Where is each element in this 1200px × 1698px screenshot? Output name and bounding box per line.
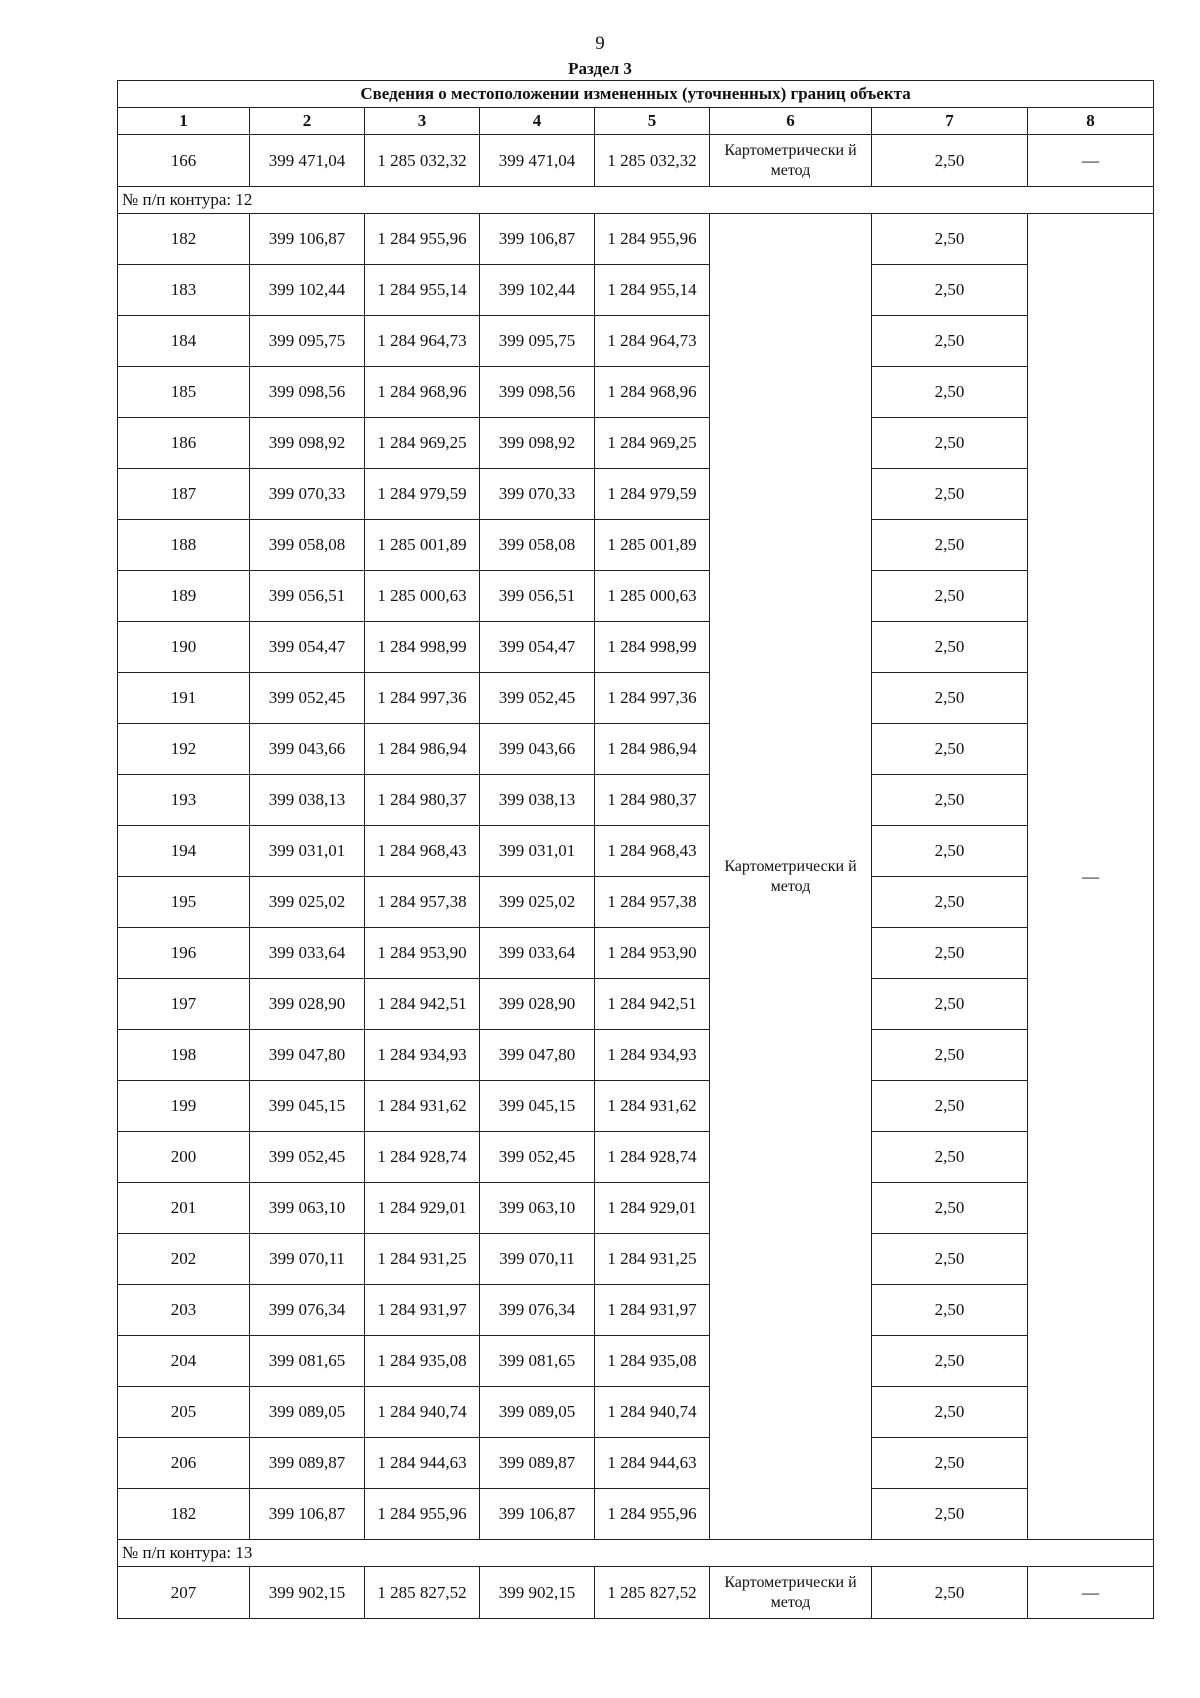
y-new-cell: 1 284 986,94 (595, 724, 710, 775)
y-new-cell: 1 284 953,90 (595, 928, 710, 979)
point-number-cell: 194 (118, 826, 250, 877)
x-old-cell: 399 471,04 (250, 135, 365, 187)
y-old-cell: 1 284 942,51 (365, 979, 480, 1030)
table-row (118, 979, 1154, 1030)
precision-cell: 2,50 (872, 1489, 1028, 1540)
y-new-cell: 1 284 979,59 (595, 469, 710, 520)
table-row (118, 622, 1154, 673)
x-old-cell: 399 056,51 (250, 571, 365, 622)
x-old-cell: 399 076,34 (250, 1285, 365, 1336)
y-old-cell: 1 285 001,89 (365, 520, 480, 571)
point-number-cell: 190 (118, 622, 250, 673)
y-old-cell: 1 284 980,37 (365, 775, 480, 826)
table-row (118, 928, 1154, 979)
x-old-cell: 399 028,90 (250, 979, 365, 1030)
table-row (118, 1489, 1154, 1540)
point-number-cell: 202 (118, 1234, 250, 1285)
table-row (118, 367, 1154, 418)
point-number-cell: 200 (118, 1132, 250, 1183)
y-new-cell: 1 284 934,93 (595, 1030, 710, 1081)
y-new-cell: 1 284 944,63 (595, 1438, 710, 1489)
point-number-cell: 189 (118, 571, 250, 622)
x-new-cell: 399 052,45 (480, 1132, 595, 1183)
method-cell: Картометрически й метод (710, 135, 872, 187)
table-row (118, 135, 1154, 187)
point-number-cell: 182 (118, 214, 250, 265)
table-row (118, 571, 1154, 622)
x-old-cell: 399 025,02 (250, 877, 365, 928)
precision-cell: 2,50 (872, 520, 1028, 571)
y-old-cell: 1 284 928,74 (365, 1132, 480, 1183)
x-old-cell: 399 052,45 (250, 1132, 365, 1183)
y-new-cell: 1 285 827,52 (595, 1567, 710, 1619)
x-new-cell: 399 025,02 (480, 877, 595, 928)
precision-cell: 2,50 (872, 265, 1028, 316)
x-new-cell: 399 054,47 (480, 622, 595, 673)
y-old-cell: 1 284 997,36 (365, 673, 480, 724)
precision-cell: 2,50 (872, 1081, 1028, 1132)
precision-cell: 2,50 (872, 571, 1028, 622)
x-new-cell: 399 063,10 (480, 1183, 595, 1234)
table-body (118, 135, 1154, 1619)
y-new-cell: 1 285 001,89 (595, 520, 710, 571)
x-old-cell: 399 063,10 (250, 1183, 365, 1234)
x-new-cell: 399 058,08 (480, 520, 595, 571)
x-old-cell: 399 098,92 (250, 418, 365, 469)
column-header: 1 (118, 108, 250, 135)
point-number-cell: 207 (118, 1567, 250, 1619)
y-new-cell: 1 284 931,25 (595, 1234, 710, 1285)
point-number-cell: 197 (118, 979, 250, 1030)
y-new-cell: 1 285 000,63 (595, 571, 710, 622)
precision-cell: 2,50 (872, 775, 1028, 826)
precision-cell: 2,50 (872, 1183, 1028, 1234)
table-row (118, 775, 1154, 826)
precision-cell: 2,50 (872, 1567, 1028, 1619)
x-new-cell: 399 106,87 (480, 1489, 595, 1540)
point-number-cell: 184 (118, 316, 250, 367)
x-old-cell: 399 052,45 (250, 673, 365, 724)
y-old-cell: 1 284 931,25 (365, 1234, 480, 1285)
y-old-cell: 1 284 957,38 (365, 877, 480, 928)
x-old-cell: 399 102,44 (250, 265, 365, 316)
dash-cell: — (1028, 1567, 1154, 1619)
x-new-cell: 399 089,05 (480, 1387, 595, 1438)
y-new-cell: 1 284 997,36 (595, 673, 710, 724)
table-row (118, 1438, 1154, 1489)
x-new-cell: 399 098,92 (480, 418, 595, 469)
x-new-cell: 399 095,75 (480, 316, 595, 367)
precision-cell: 2,50 (872, 826, 1028, 877)
precision-cell: 2,50 (872, 1438, 1028, 1489)
precision-cell: 2,50 (872, 877, 1028, 928)
column-header: 3 (365, 108, 480, 135)
x-new-cell: 399 089,87 (480, 1438, 595, 1489)
x-new-cell: 399 031,01 (480, 826, 595, 877)
point-number-cell: 195 (118, 877, 250, 928)
x-new-cell: 399 070,11 (480, 1234, 595, 1285)
x-old-cell: 399 031,01 (250, 826, 365, 877)
x-old-cell: 399 033,64 (250, 928, 365, 979)
table-row (118, 826, 1154, 877)
x-new-cell: 399 043,66 (480, 724, 595, 775)
x-new-cell: 399 098,56 (480, 367, 595, 418)
point-number-cell: 204 (118, 1336, 250, 1387)
y-new-cell: 1 284 964,73 (595, 316, 710, 367)
x-old-cell: 399 095,75 (250, 316, 365, 367)
y-old-cell: 1 284 940,74 (365, 1387, 480, 1438)
x-new-cell: 399 045,15 (480, 1081, 595, 1132)
x-new-cell: 399 028,90 (480, 979, 595, 1030)
table-row (118, 214, 1154, 265)
y-new-cell: 1 284 942,51 (595, 979, 710, 1030)
y-new-cell: 1 284 980,37 (595, 775, 710, 826)
precision-cell: 2,50 (872, 673, 1028, 724)
page-number: 9 (595, 33, 605, 54)
table-row (118, 469, 1154, 520)
y-old-cell: 1 284 998,99 (365, 622, 480, 673)
precision-cell: 2,50 (872, 367, 1028, 418)
y-new-cell: 1 284 928,74 (595, 1132, 710, 1183)
x-old-cell: 399 043,66 (250, 724, 365, 775)
table-row (118, 1081, 1154, 1132)
table-row (118, 1567, 1154, 1619)
y-old-cell: 1 285 827,52 (365, 1567, 480, 1619)
y-new-cell: 1 284 955,96 (595, 214, 710, 265)
y-new-cell: 1 284 968,43 (595, 826, 710, 877)
table-row (118, 520, 1154, 571)
point-number-cell: 206 (118, 1438, 250, 1489)
x-new-cell: 399 102,44 (480, 265, 595, 316)
y-old-cell: 1 284 944,63 (365, 1438, 480, 1489)
point-number-cell: 199 (118, 1081, 250, 1132)
x-new-cell: 399 106,87 (480, 214, 595, 265)
y-old-cell: 1 284 986,94 (365, 724, 480, 775)
contour-label: № п/п контура: 12 (118, 187, 1154, 214)
y-new-cell: 1 284 931,62 (595, 1081, 710, 1132)
x-new-cell: 399 902,15 (480, 1567, 595, 1619)
table-row (118, 1387, 1154, 1438)
column-header: 8 (1028, 108, 1154, 135)
y-old-cell: 1 284 929,01 (365, 1183, 480, 1234)
column-header: 6 (710, 108, 872, 135)
precision-cell: 2,50 (872, 979, 1028, 1030)
method-cell: Картометрически й метод (710, 214, 872, 1540)
point-number-cell: 187 (118, 469, 250, 520)
precision-cell: 2,50 (872, 135, 1028, 187)
point-number-cell: 191 (118, 673, 250, 724)
x-new-cell: 399 070,33 (480, 469, 595, 520)
y-old-cell: 1 284 935,08 (365, 1336, 480, 1387)
dash-cell: — (1028, 135, 1154, 187)
boundary-table (117, 80, 1154, 1619)
y-new-cell: 1 284 955,96 (595, 1489, 710, 1540)
column-header: 7 (872, 108, 1028, 135)
precision-cell: 2,50 (872, 316, 1028, 367)
table-row (118, 418, 1154, 469)
x-old-cell: 399 070,11 (250, 1234, 365, 1285)
point-number-cell: 185 (118, 367, 250, 418)
x-new-cell: 399 038,13 (480, 775, 595, 826)
x-old-cell: 399 098,56 (250, 367, 365, 418)
point-number-cell: 188 (118, 520, 250, 571)
point-number-cell: 198 (118, 1030, 250, 1081)
x-new-cell: 399 052,45 (480, 673, 595, 724)
x-new-cell: 399 033,64 (480, 928, 595, 979)
precision-cell: 2,50 (872, 469, 1028, 520)
table-row (118, 724, 1154, 775)
y-new-cell: 1 284 955,14 (595, 265, 710, 316)
precision-cell: 2,50 (872, 622, 1028, 673)
table-row (118, 1132, 1154, 1183)
contour-row (118, 1540, 1154, 1567)
point-number-cell: 193 (118, 775, 250, 826)
x-old-cell: 399 038,13 (250, 775, 365, 826)
table-row (118, 1336, 1154, 1387)
precision-cell: 2,50 (872, 1285, 1028, 1336)
y-old-cell: 1 285 032,32 (365, 135, 480, 187)
table-row (118, 265, 1154, 316)
point-number-cell: 186 (118, 418, 250, 469)
y-new-cell: 1 284 969,25 (595, 418, 710, 469)
contour-label: № п/п контура: 13 (118, 1540, 1154, 1567)
column-header: 5 (595, 108, 710, 135)
x-old-cell: 399 081,65 (250, 1336, 365, 1387)
y-old-cell: 1 284 931,97 (365, 1285, 480, 1336)
precision-cell: 2,50 (872, 214, 1028, 265)
x-new-cell: 399 081,65 (480, 1336, 595, 1387)
y-old-cell: 1 284 979,59 (365, 469, 480, 520)
x-new-cell: 399 056,51 (480, 571, 595, 622)
point-number-cell: 182 (118, 1489, 250, 1540)
x-old-cell: 399 106,87 (250, 1489, 365, 1540)
y-new-cell: 1 284 968,96 (595, 367, 710, 418)
precision-cell: 2,50 (872, 1336, 1028, 1387)
y-old-cell: 1 284 955,96 (365, 214, 480, 265)
precision-cell: 2,50 (872, 1387, 1028, 1438)
y-new-cell: 1 284 931,97 (595, 1285, 710, 1336)
precision-cell: 2,50 (872, 418, 1028, 469)
x-old-cell: 399 902,15 (250, 1567, 365, 1619)
table-row (118, 316, 1154, 367)
y-old-cell: 1 285 000,63 (365, 571, 480, 622)
precision-cell: 2,50 (872, 1132, 1028, 1183)
y-old-cell: 1 284 955,14 (365, 265, 480, 316)
table-row (118, 1030, 1154, 1081)
column-header: 2 (250, 108, 365, 135)
y-old-cell: 1 284 964,73 (365, 316, 480, 367)
y-new-cell: 1 284 940,74 (595, 1387, 710, 1438)
table-row (118, 1183, 1154, 1234)
point-number-cell: 203 (118, 1285, 250, 1336)
x-old-cell: 399 089,87 (250, 1438, 365, 1489)
y-new-cell: 1 284 935,08 (595, 1336, 710, 1387)
precision-cell: 2,50 (872, 1234, 1028, 1285)
x-old-cell: 399 070,33 (250, 469, 365, 520)
y-old-cell: 1 284 968,96 (365, 367, 480, 418)
table-row (118, 1234, 1154, 1285)
x-old-cell: 399 045,15 (250, 1081, 365, 1132)
x-old-cell: 399 047,80 (250, 1030, 365, 1081)
y-old-cell: 1 284 934,93 (365, 1030, 480, 1081)
table-row (118, 1285, 1154, 1336)
column-header-row (118, 108, 1154, 135)
x-old-cell: 399 089,05 (250, 1387, 365, 1438)
y-old-cell: 1 284 969,25 (365, 418, 480, 469)
method-cell: Картометрически й метод (710, 1567, 872, 1619)
y-old-cell: 1 284 953,90 (365, 928, 480, 979)
contour-row (118, 187, 1154, 214)
y-old-cell: 1 284 931,62 (365, 1081, 480, 1132)
y-new-cell: 1 285 032,32 (595, 135, 710, 187)
precision-cell: 2,50 (872, 1030, 1028, 1081)
precision-cell: 2,50 (872, 928, 1028, 979)
point-number-cell: 205 (118, 1387, 250, 1438)
y-new-cell: 1 284 957,38 (595, 877, 710, 928)
table-row (118, 877, 1154, 928)
x-old-cell: 399 106,87 (250, 214, 365, 265)
y-new-cell: 1 284 929,01 (595, 1183, 710, 1234)
column-header: 4 (480, 108, 595, 135)
point-number-cell: 196 (118, 928, 250, 979)
y-old-cell: 1 284 968,43 (365, 826, 480, 877)
x-old-cell: 399 054,47 (250, 622, 365, 673)
point-number-cell: 201 (118, 1183, 250, 1234)
dash-cell: — (1028, 214, 1154, 1540)
point-number-cell: 192 (118, 724, 250, 775)
x-new-cell: 399 076,34 (480, 1285, 595, 1336)
point-number-cell: 183 (118, 265, 250, 316)
precision-cell: 2,50 (872, 724, 1028, 775)
table-row (118, 673, 1154, 724)
y-new-cell: 1 284 998,99 (595, 622, 710, 673)
x-old-cell: 399 058,08 (250, 520, 365, 571)
point-number-cell: 166 (118, 135, 250, 187)
section-title: Раздел 3 (568, 59, 632, 78)
x-new-cell: 399 471,04 (480, 135, 595, 187)
x-new-cell: 399 047,80 (480, 1030, 595, 1081)
table-caption: Сведения о местоположении измененных (уточненных) границ объекта (118, 81, 1154, 108)
y-old-cell: 1 284 955,96 (365, 1489, 480, 1540)
